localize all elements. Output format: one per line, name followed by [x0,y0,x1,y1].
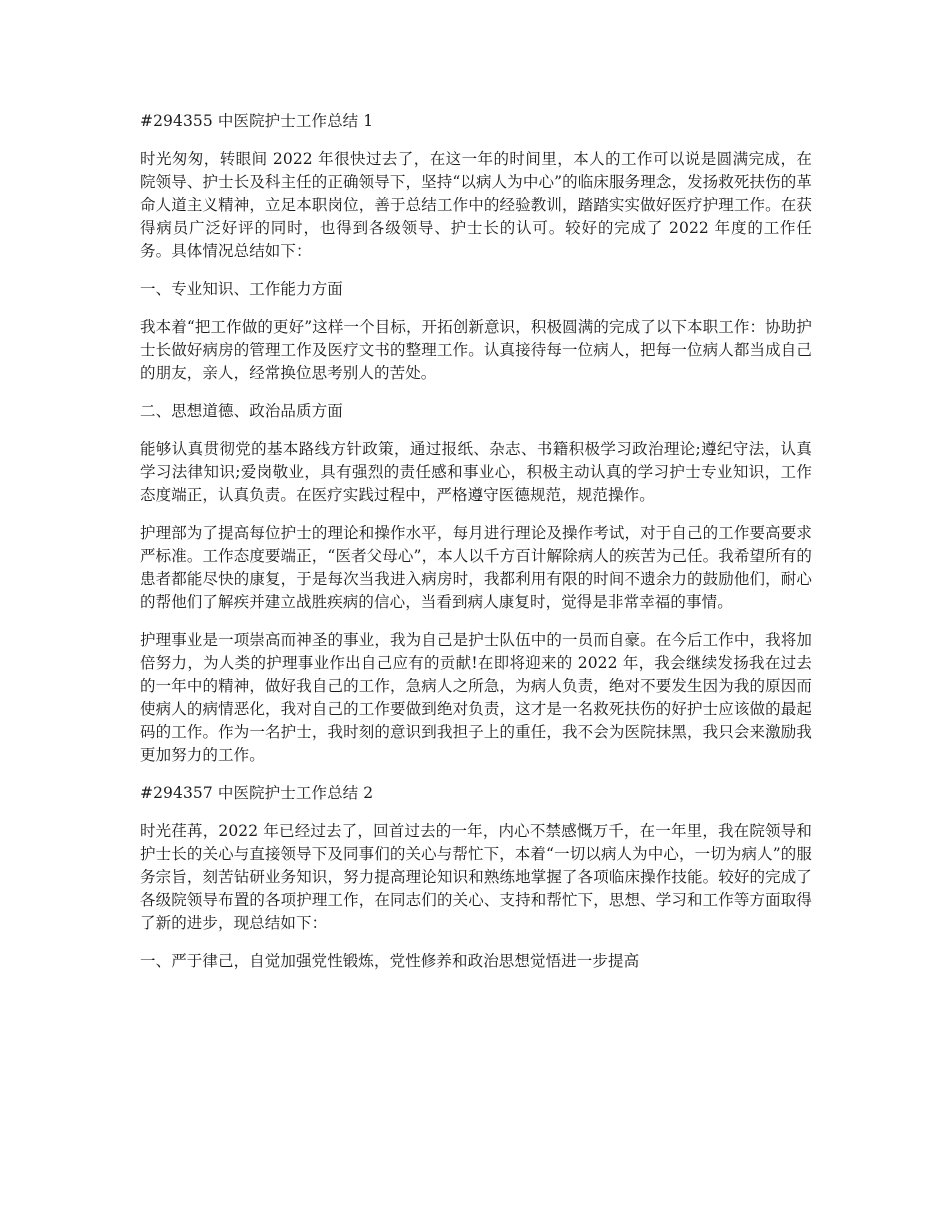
paragraph-moral-political: 能够认真贯彻党的基本路线方针政策，通过报纸、杂志、书籍积极学习政治理论;遵纪守法，认真学习法律知识;爱岗敬业，具有强烈的责任感和事业心，积极主动认真的学习护士专业知识，工作态度端正，认真负责。在医疗实践过程中，严格遵守医德规范，规范操作。 [140,440,812,504]
subheading-self-discipline: 一、严于律己，自觉加强党性锻炼，党性修养和政治思想觉悟进一步提高 [140,952,640,970]
paragraph-intro-2: 时光荏苒，2022 年已经过去了，回首过去的一年，内心不禁感慨万千，在一年里，我在院领导和护士长的关心与直接领导下及同事们的关心与帮忙下，本着“一切以病人为中心，一切为病人”的服务宗旨，刻苦钻研业务知识，努力提高理论知识和熟练地掌握了各项临床操作技能。较好的完成了各级院领导布置的各项护理工作，在同志们的关心、支持和帮忙下，思想、学习和工作等方面取得了新的进步，现总结如下： [140,822,812,932]
paragraph-professional-knowledge: 我本着“把工作做的更好”这样一个目标，开拓创新意识，积极圆满的完成了以下本职工作：协助护士长做好病房的管理工作及医疗文书的整理工作。认真接待每一位病人，把每一位病人都当成自己的朋友，亲人，经常换位思考别人的苦处。 [140,318,812,382]
subheading-professional-knowledge: 一、专业知识、工作能力方面 [140,280,343,298]
section-title-2: #294357 中医院护士工作总结 2 [140,784,374,802]
paragraph-intro-1: 时光匆匆，转眼间 2022 年很快过去了，在这一年的时间里，本人的工作可以说是圆满完成，在院领导、护士长及科主任的正确领导下，坚持“以病人为中心”的临床服务理念，发扬救死扶伤的革命人道主义精神，立足本职岗位，善于总结工作中的经验教训，踏踏实实做好医疗护理工作。在获得病员广泛好评的同时，也得到各级领导、护士长的认可。较好的完成了 2022 年度的工作任务。具体情况总结如下： [140,150,812,260]
subheading-moral-political: 二、思想道德、政治品质方面 [140,402,343,420]
section-title-1: #294355 中医院护士工作总结 1 [140,112,374,130]
paragraph-nursing-career: 护理事业是一项崇高而神圣的事业，我为自己是护士队伍中的一员而自豪。在今后工作中，我将加倍努力，为人类的护理事业作出自己应有的贡献!在即将迎来的 2022 年，我会继续发扬我在过去的一年中的精神，做好我自己的工作，急病人之所急，为病人负责，绝对不要发生因为我的原因而使病人的病情恶化，我对自己的工作要做到绝对负责，这才是一名救死扶伤的好护士应该做的最起码的工作。作为一名护士，我时刻的意识到我担子上的重任，我不会为医院抹黑，我只会来激励我更加努力的工作。 [140,631,812,764]
paragraph-nursing-department: 护理部为了提高每位护士的理论和操作水平，每月进行理论及操作考试，对于自己的工作要高要求严标准。工作态度要端正，“医者父母心”，本人以千方百计解除病人的疾苦为己任。我希望所有的患者都能尽快的康复，于是每次当我进入病房时，我都利用有限的时间不遗余力的鼓励他们，耐心的帮他们了解疾并建立战胜疾病的信心，当看到病人康复时，觉得是非常幸福的事情。 [140,524,812,611]
document-body [140,110,812,988]
